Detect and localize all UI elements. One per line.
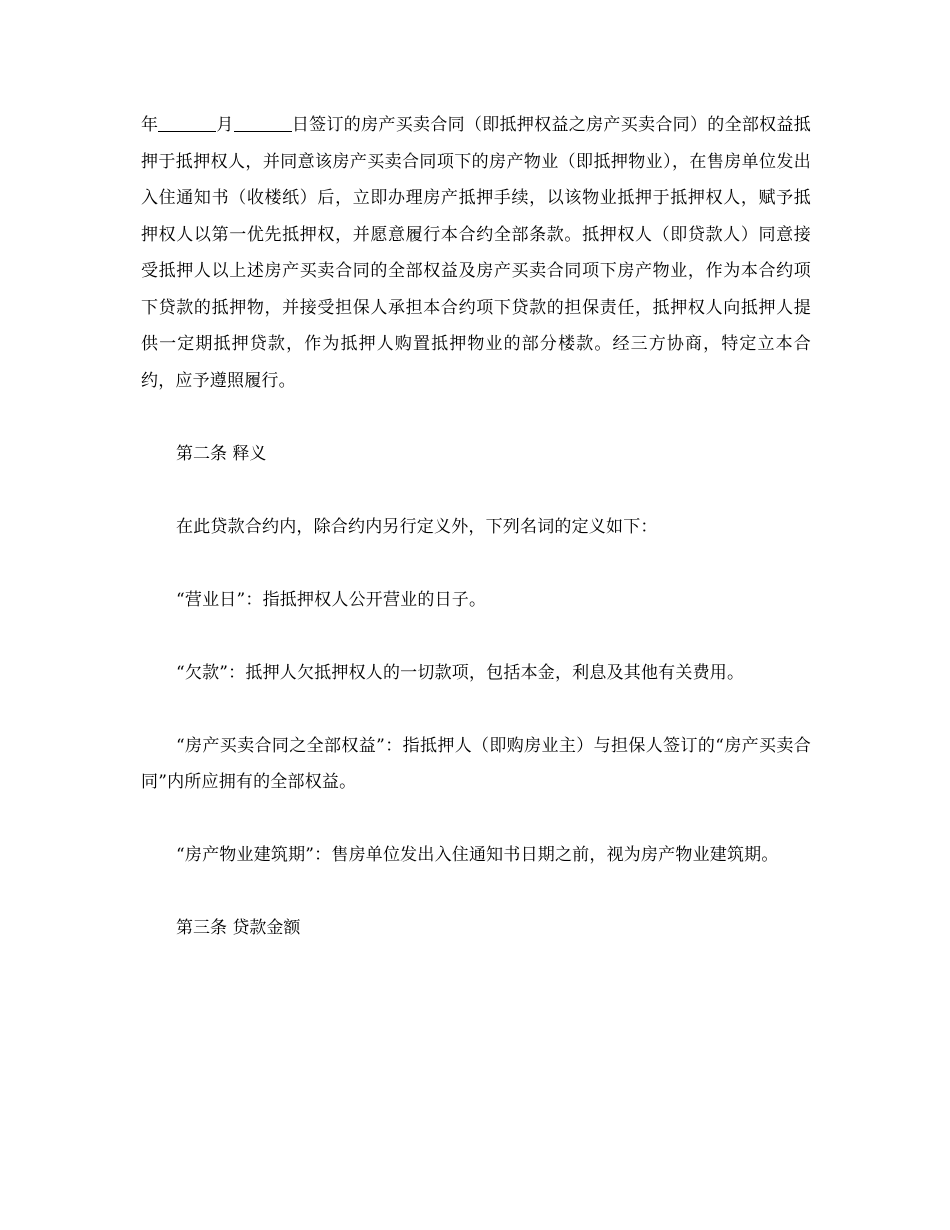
month-blank	[158, 114, 216, 132]
article-2-lead: 在此贷款合约内，除合约内另行定义外，下列名词的定义如下：	[176, 516, 658, 537]
year-char: 年	[141, 115, 159, 135]
spacer	[141, 618, 811, 655]
spacer	[141, 472, 811, 509]
definition-debt: “欠款”：抵押人欠抵押权人的一切款项，包括本金，利息及其他有关费用。	[176, 662, 745, 683]
intro-text: 日签订的房产买卖合同（即抵押权益之房产买卖合同）的全部权益抵押于抵押权人，并同意该房产买卖合同项下的房产物业（即抵押物业），在售房单位发出入住通知书（收楼纸）后，立即办理房产抵押手续，以该物业抵押于抵押权人，赋予抵押权人以第一优先抵押权，并愿意履行本合约全部条款。抵押权人（即贷款人）同意接受抵押人以上述房产买卖合同的全部权益及房产买卖合同项下房产物业，作为本合约项下贷款的抵押物，并接受担保人承担本合约项下贷款的担保责任，抵押权人向抵押人提供一定期抵押贷款，作为抵押人购置抵押物业的部分楼款。经三方协商，特定立本合约，应予遵照履行。	[141, 115, 811, 391]
intro-paragraph	[141, 107, 811, 399]
spacer	[141, 874, 811, 911]
spacer	[141, 545, 811, 582]
definition-contract-rights: “房产买卖合同之全部权益”：指抵押人（即购房业主）与担保人签订的“房产买卖合同”内所应拥有的全部权益。	[141, 735, 811, 792]
article-2-heading: 第二条 释义	[176, 443, 267, 464]
spacer	[141, 691, 811, 728]
definition-construction-period: “房产物业建筑期”：售房单位发出入住通知书日期之前，视为房产物业建筑期。	[176, 845, 779, 865]
day-blank	[234, 114, 292, 132]
article-3-heading: 第三条 贷款金额	[176, 918, 301, 938]
spacer	[141, 801, 811, 838]
month-char: 月	[216, 115, 234, 135]
definition-business-day: “营业日”：指抵押权人公开营业的日子。	[176, 589, 487, 610]
document-body	[141, 107, 811, 947]
spacer	[141, 399, 811, 436]
